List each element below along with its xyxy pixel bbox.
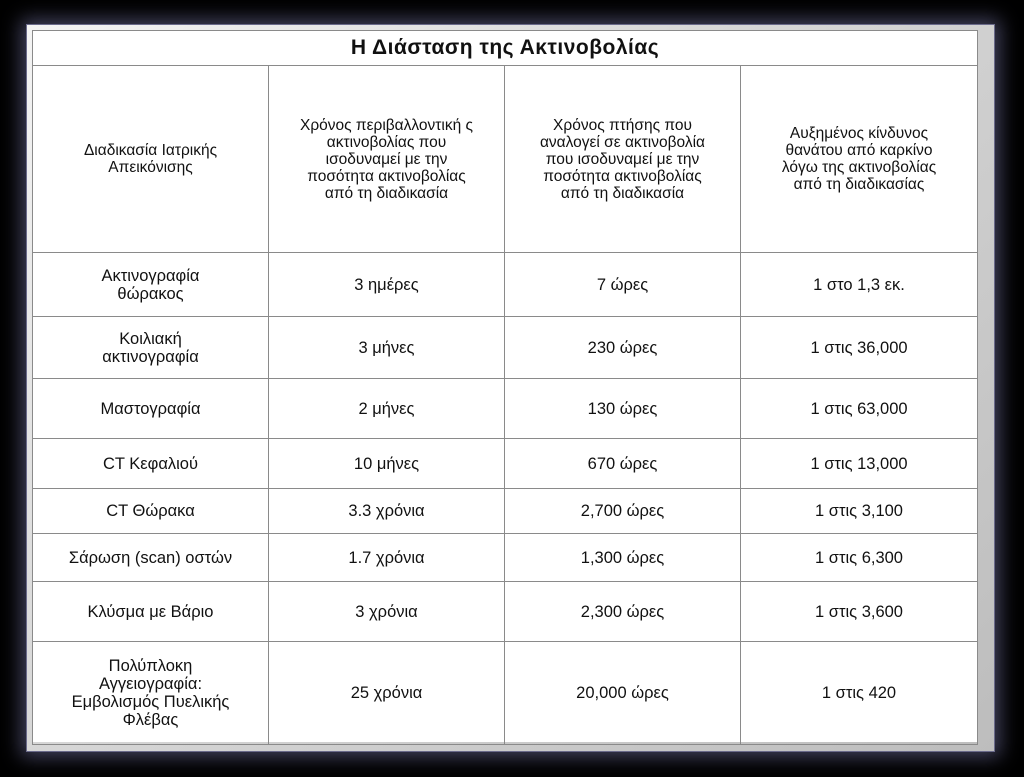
cell-risk: 1 στις 3,600: [741, 582, 978, 642]
cell-environmental: 3 χρόνια: [269, 582, 505, 642]
cell-risk: 1 στις 3,100: [741, 489, 978, 534]
cell-flight: 130 ώρες: [505, 379, 741, 439]
cell-risk: 1 στο 1,3 εκ.: [741, 253, 978, 317]
cell-flight: 670 ώρες: [505, 439, 741, 489]
cell-flight: 230 ώρες: [505, 317, 741, 379]
cell-environmental: 2 μήνες: [269, 379, 505, 439]
cell-risk: 1 στις 63,000: [741, 379, 978, 439]
table-row: [33, 379, 978, 439]
table-row: [33, 582, 978, 642]
header-row: [33, 66, 978, 253]
cell-environmental: 25 χρόνια: [269, 642, 505, 745]
cell-environmental: 10 μήνες: [269, 439, 505, 489]
cell-risk: 1 στις 6,300: [741, 534, 978, 582]
table-row: [33, 253, 978, 317]
table-sheet: [32, 30, 977, 742]
title-row: [33, 31, 978, 66]
cell-environmental: 3 μήνες: [269, 317, 505, 379]
table-row: [33, 439, 978, 489]
slide-frame: [27, 25, 994, 751]
header-flight: Χρόνος πτήσης που αναλογεί σε ακτινοβολία που ισοδυναμεί με την ποσότητα ακτινοβολίας από τη διαδικασία: [505, 66, 741, 253]
cell-flight: 2,300 ώρες: [505, 582, 741, 642]
cell-procedure: Κλύσμα με Βάριο: [33, 582, 269, 642]
cell-flight: 7 ώρες: [505, 253, 741, 317]
cell-procedure: Σάρωση (scan) οστών: [33, 534, 269, 582]
cell-procedure: Πολύπλοκη Αγγειογραφία: Εμβολισμός Πυελικής Φλέβας: [33, 642, 269, 745]
cell-flight: 1,300 ώρες: [505, 534, 741, 582]
cell-procedure: CT Κεφαλιού: [33, 439, 269, 489]
cell-risk: 1 στις 420: [741, 642, 978, 745]
cell-procedure: CT Θώρακα: [33, 489, 269, 534]
radiation-table: [32, 30, 978, 745]
cell-environmental: 1.7 χρόνια: [269, 534, 505, 582]
header-procedure: Διαδικασία Ιατρικής Απεικόνισης: [33, 66, 269, 253]
cell-flight: 2,700 ώρες: [505, 489, 741, 534]
cell-environmental: 3.3 χρόνια: [269, 489, 505, 534]
header-environmental: Χρόνος περιβαλλοντική ς ακτινοβολίας που ισοδυναμεί με την ποσότητα ακτινοβολίας από τη διαδικασία: [269, 66, 505, 253]
cell-environmental: 3 ημέρες: [269, 253, 505, 317]
cell-flight: 20,000 ώρες: [505, 642, 741, 745]
cell-procedure: Μαστογραφία: [33, 379, 269, 439]
cell-risk: 1 στις 13,000: [741, 439, 978, 489]
table-title: Η Διάσταση της Ακτινοβολίας: [33, 31, 978, 66]
cell-risk: 1 στις 36,000: [741, 317, 978, 379]
cell-procedure: Κοιλιακή ακτινογραφία: [33, 317, 269, 379]
table-row: [33, 642, 978, 745]
table-row: [33, 534, 978, 582]
header-risk: Αυξημένος κίνδυνος θανάτου από καρκίνο λόγω της ακτινοβολίας από τη διαδικασίας: [741, 66, 978, 253]
table-row: [33, 489, 978, 534]
table-row: [33, 317, 978, 379]
cell-procedure: Ακτινογραφία θώρακος: [33, 253, 269, 317]
